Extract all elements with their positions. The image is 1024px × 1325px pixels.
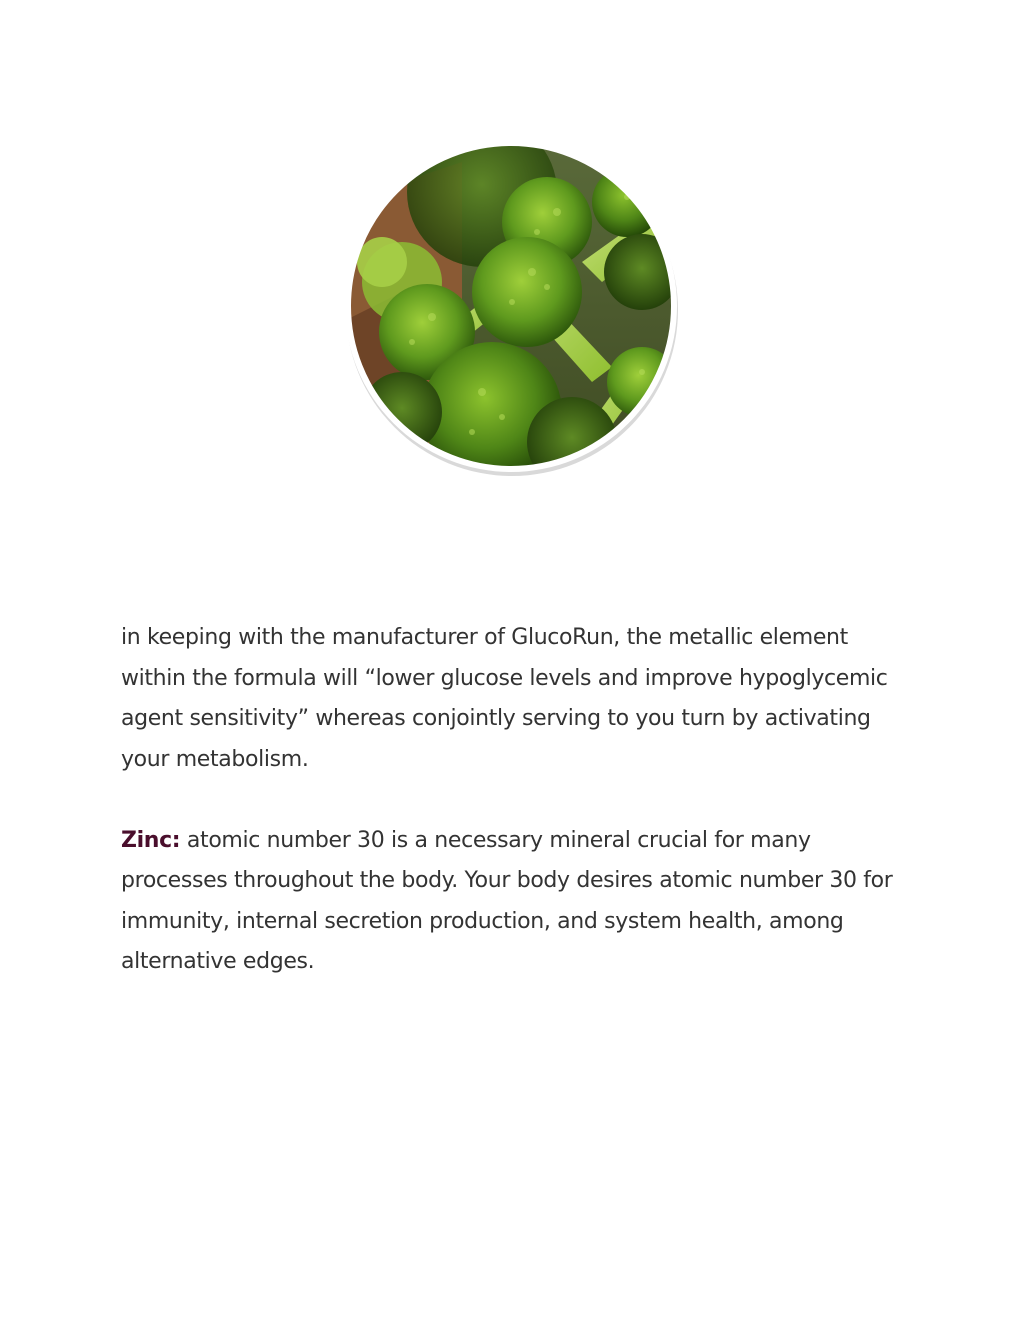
- article-body: [121, 618, 911, 983]
- zinc-text: atomic number 30 is a necessary mineral crucial for many processes throughout the body. Your body desires atomic number 30 for immunity, internal secretion production, and system health, among alternative edges.: [121, 827, 893, 974]
- intro-paragraph: in keeping with the manufacturer of GlucoRun, the metallic element within the formula will “lower glucose levels and improve hypoglycemic agent sensitivity” whereas conjointly serving to you turn by activating your metabolism.: [121, 625, 888, 772]
- zinc-paragraph: [121, 821, 911, 983]
- zinc-term: Zinc:: [121, 827, 181, 853]
- broccoli-image: [342, 142, 680, 480]
